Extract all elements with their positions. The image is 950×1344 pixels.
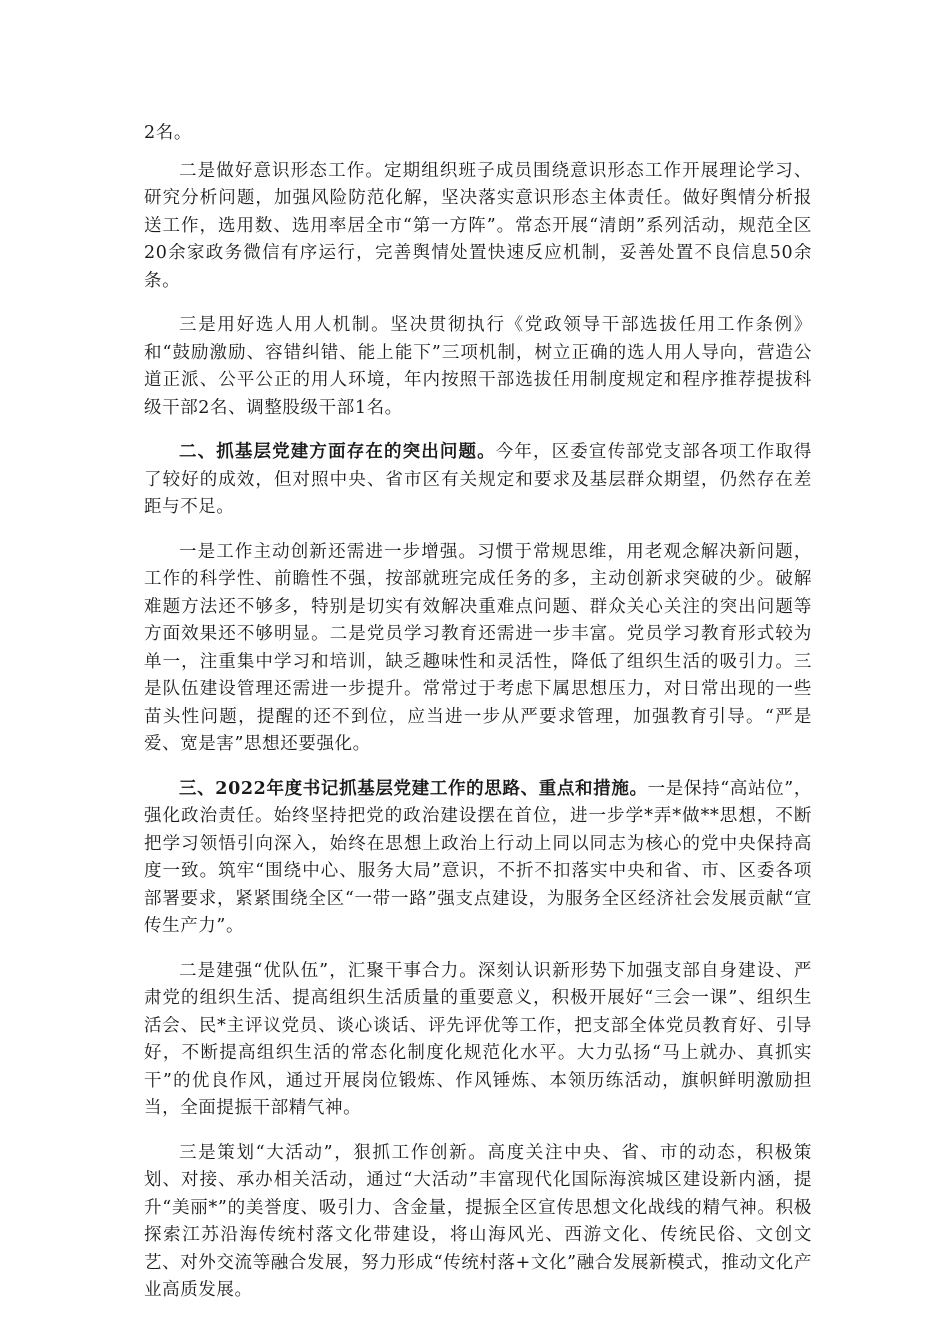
section-heading: 二、抓基层党建方面存在的突出问题。 bbox=[179, 442, 496, 462]
paragraph-problems bbox=[144, 539, 812, 759]
paragraph-text: 今年，区委宣传部党支部各项工作取得了较好的成效，但对照中央、省市区有关规定和要求及基层群众期望，仍然存在差距与不足。 bbox=[144, 442, 812, 517]
paragraph-text: 三是用好选人用人机制。坚决贯彻执行《党政领导干部选拔任用工作条例》和“鼓励激励、容错纠错、能上能下”三项机制，树立正确的选人用人导向，营造公道正派、公平公正的用人环境，年内按照干部选拔任用制度规定和程序推荐提拔科级干部2名、调整股级干部1名。 bbox=[144, 315, 812, 418]
paragraph-ideology-work bbox=[144, 158, 812, 296]
paragraph-text: 二是做好意识形态工作。定期组织班子成员围绕意识形态工作开展理论学习、研究分析问题，加强风险防范化解，坚决落实意识形态主体责任。做好舆情分析报送工作，选用数、选用率居全市“第一方阵”。常态开展“清朗”系列活动，规范全区20余家政务微信有序运行，完善舆情处置快速反应机制，妥善处置不良信息50余条。 bbox=[144, 160, 812, 291]
paragraph-big-events bbox=[144, 1140, 812, 1305]
paragraph-text: 二是建强“优队伍”，汇聚干事合力。深刻认识新形势下加强支部自身建设、严肃党的组织生活、提高组织生活质量的重要意义，积极开展好“三会一课”、组织生活会、民*主评议党员、谈心谈话、评先评优等工作，把支部全体党员教育好、引导好，不断提高组织生活的常态化制度化规范化水平。大力弘扬“马上就办、真抓实干”的优良作风，通过开展岗位锻炼、作风锤炼、本领历练活动，旗帜鲜明激励担当，全面提振干部精气神。 bbox=[144, 960, 812, 1118]
paragraph-section-three bbox=[144, 776, 812, 941]
paragraph-continuation bbox=[144, 120, 812, 148]
paragraph-text: 2名。 bbox=[144, 123, 192, 143]
paragraph-personnel-mechanism bbox=[144, 312, 812, 422]
paragraph-text: 一是保持“高站位”，强化政治责任。始终坚持把党的政治建设摆在首位，进一步学*弄*做**思想，不断把学习领悟引向深入，始终在思想上政治上行动上同以同志为核心的党中央保持高度一致。筑牢“围绕中心、服务大局”意识，不折不扣落实中央和省、市、区委各项部署要求，紧紧围绕全区“一带一路”强支点建设，为服务全区经济社会发展贡献“宣传生产力”。 bbox=[144, 778, 812, 936]
paragraph-section-two bbox=[144, 439, 812, 522]
document-body bbox=[144, 120, 812, 1322]
paragraph-text: 三是策划“大活动”，狠抓工作创新。高度关注中央、省、市的动态，积极策划、对接、承办相关活动，通过“大活动”丰富现代化国际海滨城区建设新内涵，提升“美丽*”的美誉度、吸引力、含金量，提振全区宣传思想文化战线的精气神。积极探索江苏沿海传统村落文化带建设，将山海风光、西游文化、传统民俗、文创文艺、对外交流等融合发展，努力形成“传统村落+文化”融合发展新模式，推动文化产业高质发展。 bbox=[144, 1142, 812, 1300]
section-heading: 三、2022年度书记抓基层党建工作的思路、重点和措施。 bbox=[179, 778, 648, 799]
paragraph-team-building bbox=[144, 958, 812, 1123]
paragraph-text: 一是工作主动创新还需进一步增强。习惯于常规思维，用老观念解决新问题，工作的科学性、前瞻性不强，按部就班完成任务的多，主动创新求突破的少。破解难题方法还不够多，特别是切实有效解决重难点问题、群众关心关注的突出问题等方面效果还不够明显。二是党员学习教育还需进一步丰富。党员学习教育形式较为单一，注重集中学习和培训，缺乏趣味性和灵活性，降低了组织生活的吸引力。三是队伍建设管理还需进一步提升。常常过于考虑下属思想压力，对日常出现的一些苗头性问题，提醒的还不到位，应当进一步从严要求管理，加强教育引导。“严是爱、宽是害”思想还要强化。 bbox=[144, 541, 812, 754]
